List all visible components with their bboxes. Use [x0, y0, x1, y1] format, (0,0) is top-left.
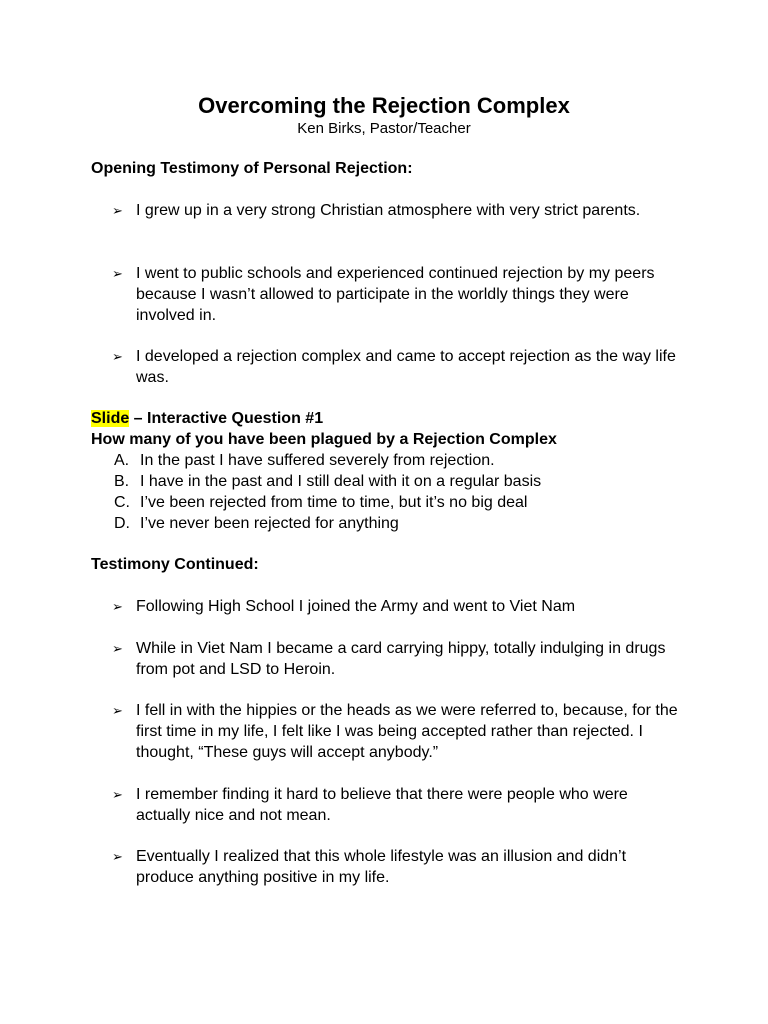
option-letter: B. — [114, 473, 130, 490]
arrowhead-bullet-icon: ➢ — [112, 599, 123, 614]
bullet-text: While in Viet Nam I became a card carrying hippy, totally indulging in drugs from pot and LSD to Heroin. — [136, 640, 666, 678]
slide-question: How many of you have been plagued by a Rejection Complex — [91, 431, 557, 448]
arrowhead-bullet-icon: ➢ — [112, 349, 123, 364]
arrowhead-bullet-icon: ➢ — [112, 266, 123, 281]
bullet-text: I remember finding it hard to believe that there were people who were actually nice and not mean. — [136, 786, 628, 824]
arrowhead-bullet-icon: ➢ — [112, 203, 123, 218]
bullet-text: Eventually I realized that this whole lifestyle was an illusion and didn’t produce anything positive in my life. — [136, 848, 627, 886]
option-text: I’ve never been rejected for anything — [140, 515, 399, 532]
answer-option — [114, 450, 495, 471]
option-letter: A. — [114, 452, 130, 469]
slide-question-label: – Interactive Question #1 — [129, 410, 324, 427]
answer-option — [114, 471, 541, 492]
bullet-text: I fell in with the hippies or the heads as we were referred to, because, for the first time in my life, I felt like I was being accepted rather than rejected. I thought, “These guys will accept anybody.” — [136, 702, 678, 761]
option-letter: D. — [114, 515, 130, 532]
section-heading-testimony-continued: Testimony Continued: — [91, 556, 259, 573]
answer-option — [114, 513, 399, 534]
answer-option — [114, 492, 527, 513]
option-text: I have in the past and I still deal with it on a regular basis — [140, 473, 542, 490]
bullet-text: I developed a rejection complex and came to accept rejection as the way life was. — [136, 348, 676, 386]
option-letter: C. — [114, 494, 130, 511]
bullet-text: I went to public schools and experienced continued rejection by my peers because I wasn’t allowed to participate in the worldly things they were involved in. — [136, 265, 655, 324]
document-title: Overcoming the Rejection Complex — [198, 93, 570, 118]
arrowhead-bullet-icon: ➢ — [112, 849, 123, 864]
bullet-text: I grew up in a very strong Christian atmosphere with very strict parents. — [136, 202, 641, 219]
arrowhead-bullet-icon: ➢ — [112, 787, 123, 802]
bullet-text: Following High School I joined the Army and went to Viet Nam — [136, 598, 576, 615]
option-text: I’ve been rejected from time to time, but it’s no big deal — [140, 494, 528, 511]
arrowhead-bullet-icon: ➢ — [112, 641, 123, 656]
slide-highlight: Slide — [91, 410, 130, 427]
slide-label — [91, 408, 323, 429]
document-subtitle: Ken Birks, Pastor/Teacher — [297, 120, 471, 137]
section-heading-opening-testimony: Opening Testimony of Personal Rejection: — [91, 160, 413, 177]
option-text: In the past I have suffered severely from rejection. — [140, 452, 495, 469]
arrowhead-bullet-icon: ➢ — [112, 703, 123, 718]
